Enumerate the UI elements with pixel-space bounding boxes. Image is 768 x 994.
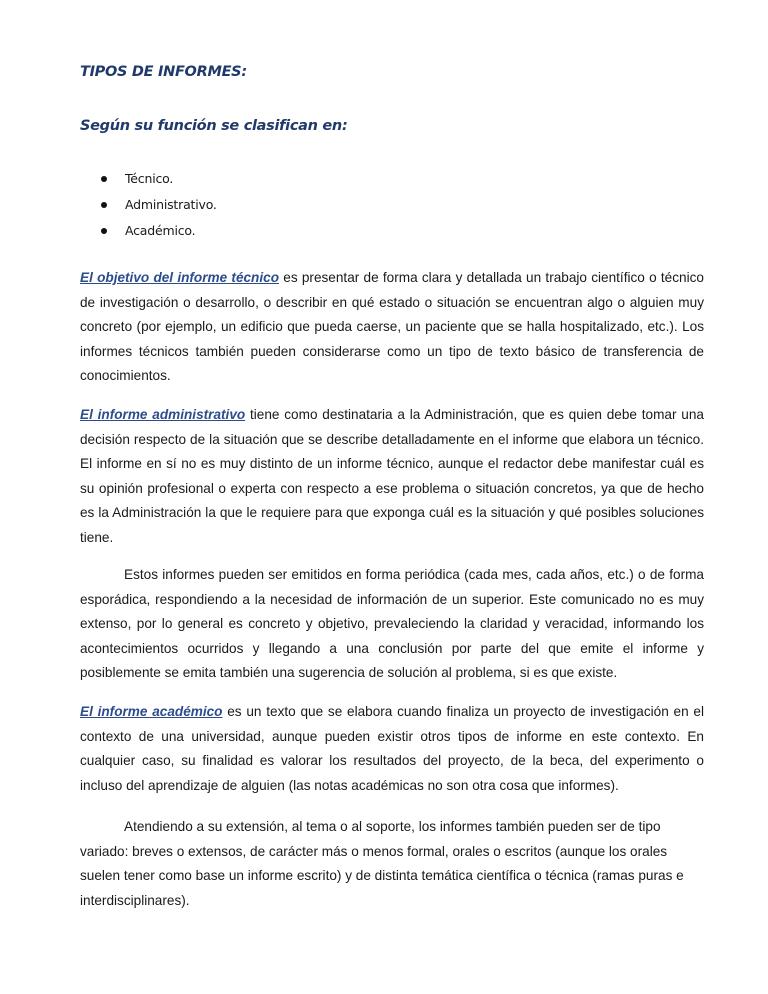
paragraph-extension <box>80 815 704 913</box>
paragraph-informe-administrativo <box>80 403 704 551</box>
document-title: TIPOS DE INFORMES: <box>80 64 247 80</box>
paragraph-text: tiene como destinataria a la Administración, que es quien debe tomar una decisión respecto de la situación que se describe detalladamente en el informe que elabora un técnico. El informe en sí no es muy distinto de un informe técnico, aunque el redactor debe manifestar cuál es su opinión profesional o experta con respecto a ese problema o situación concretos, ya que de hecho es la Administración la que le requiere para que exponga cuál es la situación y qué posibles soluciones tiene. <box>80 407 704 545</box>
term-informe-administrativo: El informe administrativo <box>80 407 246 422</box>
list-item: Administrativo. <box>80 192 217 218</box>
paragraph-text: Estos informes pueden ser emitidos en forma periódica (cada mes, cada años, etc.) o de forma esporádica, respondiendo a la necesidad de información de un superior. Este comunicado no es muy extenso, por lo general es concreto y objetivo, prevaleciendo la claridad y veracidad, informando los acontecimientos ocurridos y llegando a una conclusión por parte del que emite el informe y posiblemente se emita también una sugerencia de solución al problema, si es que existe. <box>80 567 704 681</box>
paragraph-text: Atendiendo a su extensión, al tema o al soporte, los informes también pueden ser de tipo variado: breves o extensos, de carácter más o menos formal, orales o escritos (aunque los orales suelen tener como base un informe escrito) y de distinta temática científica o técnica (ramas puras e interdisciplinares). <box>80 819 684 908</box>
paragraph-informe-academico <box>80 700 704 798</box>
paragraph-periodicidad <box>80 563 704 686</box>
paragraph-text: es presentar de forma clara y detallada un trabajo científico o técnico de investigación o desarrollo, o describir en qué estado o situación se encuentran algo o alguien muy concreto (por ejemplo, un edificio que pueda caerse, un paciente que se halla hospitalizado, etc.). Los informes técnicos también pueden considerarse como un tipo de texto básico de transferencia de conocimientos. <box>80 270 704 384</box>
list-item: Técnico. <box>80 166 217 192</box>
paragraph-informe-tecnico <box>80 266 704 389</box>
document-subtitle: Según su función se clasifican en: <box>80 118 348 134</box>
term-informe-tecnico: El objetivo del informe técnico <box>80 270 280 285</box>
paragraph-text: es un texto que se elabora cuando finaliza un proyecto de investigación en el contexto de una universidad, aunque pueden existir otros tipos de informe en este contexto. En cualquier caso, su finalidad es valorar los resultados del proyecto, de la beca, del experimento o incluso del aprendizaje de alguien (las notas académicas no son otra cosa que informes). <box>80 704 704 793</box>
list-item: Académico. <box>80 218 217 244</box>
classification-list <box>80 166 217 244</box>
term-informe-academico: El informe académico <box>80 704 223 719</box>
